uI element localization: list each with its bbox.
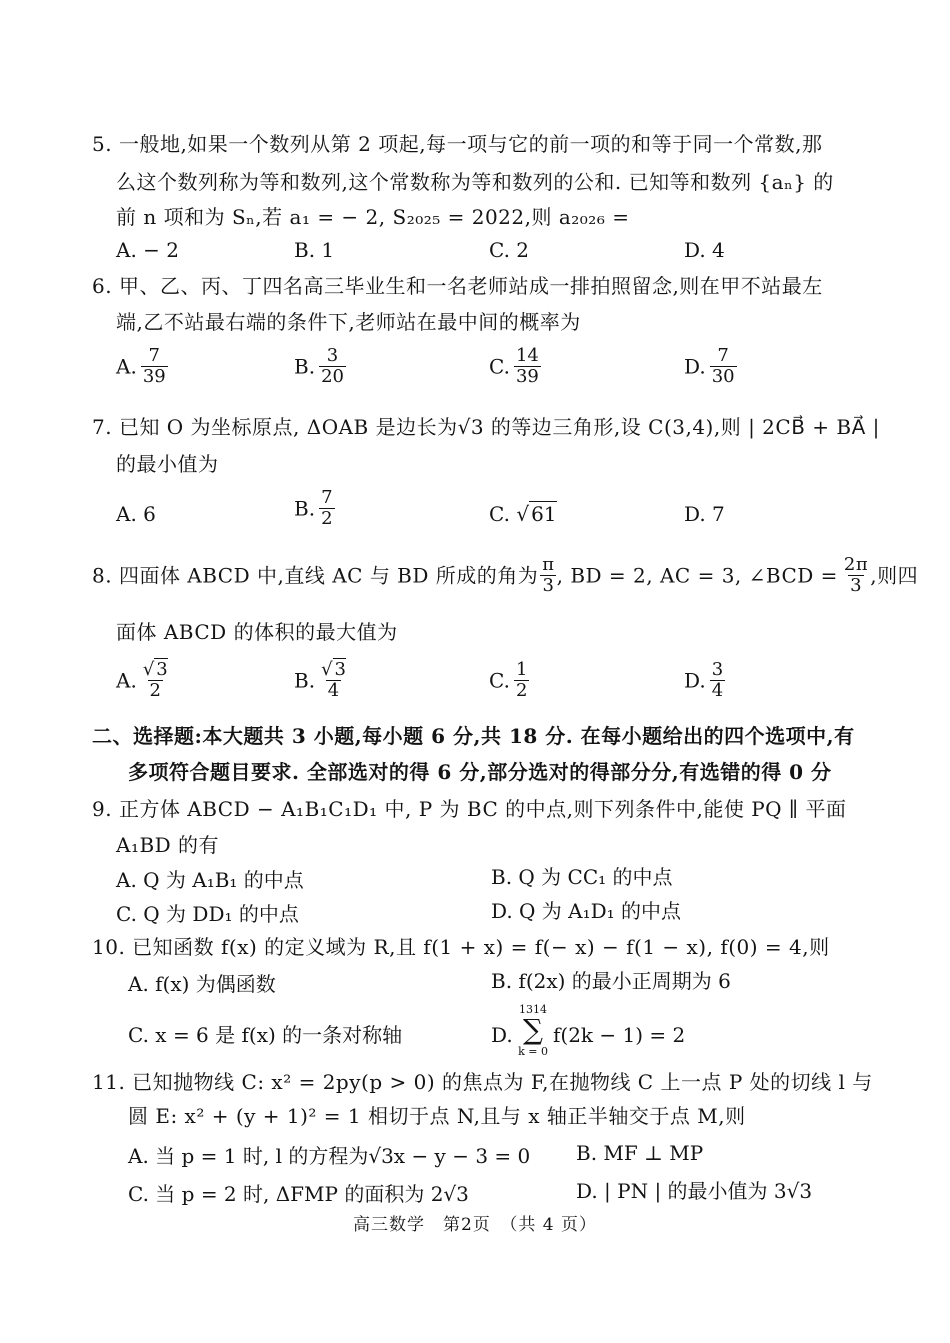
exam-page: 5. 一般地,如果一个数列从第 2 项起,每一项与它的前一项的和等于同一个常数,那 么这个数列称为等和数列,这个常数称为等和数列的公和. 已知等和数列 {aₙ} 的 前 n 项和为 Sₙ,若 a₁ = − 2, S₂₀₂₅ = 2022,则 a₂₀₂₆ = A. − 2 B. 1 C. 2 D. 4 6. 甲、乙、丙、丁四名高三毕业生和一名老师站成一排拍照留念,则在甲不站最左 端,乙不站最右端的条件下,老师站在最中间的概率为 A. $\frac{7}{39}$ B. $\frac{3}{20}$ C. $\frac{14}{39}$ D. $\frac{7}{30}$ 7. 已知 O 为坐标原点, ΔOAB 是边长为√3 的等边三角形,设 C(3,4),则 | 2CB⃗ + BA⃗ | 的最小值为 A. 6 B. $\frac{7}{2}$ C. √ 61 D. 7 8. 四面体 ABCD 中,直线 AC 与 BD 所成的角为 $\frac{\pi}{3}$ , BD = 2, AC = 3, ∠BCD = $\frac{2\pi}{3}$ ,则四 面体 ABCD 的体积的最大值为 A. $\frac{√ 3}{2}$ B. $\frac{√ 3}{4}$ C. $\frac{1}{2}$ D. $\frac{3}{4}$ 二、选择题:本大题共 3 小题,每小题 6 分,共 18 分. 在每小题给出的四个选项中,有 多项符合题目要求. 全部选对的得 6 分,部分选对的得部分分,有选错的得 0 分 9. 正方体 ABCD − A₁B₁C₁D₁ 中, P 为 BC 的中点,则下列条件中,能使 PQ ∥ 平面 A₁BD 的有 A. Q 为 A₁B₁ 的中点 B. Q 为 CC₁ 的中点 C. Q 为 DD₁ 的中点 D. Q 为 A₁D₁ 的中点 10. 已知函数 f(x) 的定义域为 R,且 f(1 + x) = f(− x) − f(1 − x), f(0) = 4,则 A. f(x) 为偶函数 B. f(2x) 的最小正周期为 6 C. x = 6 是 f(x) 的一条对称轴 D. 1314 ∑ k = 0 f(2k − 1) = 2 11. 已知抛物线 C: x² = 2py(p > 0) 的焦点为 F,在抛物线 C 上一点 P 处的切线 l 与 圆 E: x² + (y + 1)² = 1 相切于点 N,且与 x 轴正半轴交于点 M,则 A. 当 p = 1 时, l 的方程为√3x − y − 3 = 0 B. MF ⊥ MP C. 当 p = 2 时, ΔFMP 的面积为 2√3 D. | PN | 的最小值为 3√3 高三数学 第2页 （共 4 页） [0, 0, 950, 1343]
q5-line2: 么这个数列称为等和数列,这个常数称为等和数列的公和. 已知等和数列 {aₙ} 的 [116, 170, 834, 194]
page-footer: 高三数学 第2页 （共 4 页） [353, 1215, 597, 1235]
section2-line2: 多项符合题目要求. 全部选对的得 6 分,部分选对的得部分分,有选错的得 0 分 [128, 760, 832, 784]
q7-line1: 7. 已知 O 为坐标原点, ΔOAB 是边长为√3 的等边三角形,设 C(3,4),则 | 2CB⃗ + BA⃗ | [92, 415, 880, 439]
q8-option-a: A. $\frac{√ 3}{2}$ [116, 659, 168, 701]
sum-upper-limit: 1314 [519, 1003, 547, 1016]
sigma-icon: ∑ [523, 1013, 543, 1046]
q5-line1: 5. 一般地,如果一个数列从第 2 项起,每一项与它的前一项的和等于同一个常数,那 [92, 132, 823, 156]
sum-lower-limit: k = 0 [518, 1045, 548, 1058]
q9-option-c: C. Q 为 DD₁ 的中点 [116, 902, 299, 926]
q7-option-c: C. √ 61 [489, 502, 557, 526]
q8-option-b: B. $\frac{√ 3}{4}$ [294, 659, 346, 701]
q6-option-c: C. $\frac{14}{39}$ [489, 345, 539, 387]
q5-option-a: A. − 2 [116, 238, 179, 262]
q6-option-a: A. $\frac{7}{39}$ [116, 345, 166, 387]
q6-line2: 端,乙不站最右端的条件下,老师站在最中间的概率为 [116, 310, 581, 334]
q7-option-a: A. 6 [116, 502, 156, 526]
q11-option-c: C. 当 p = 2 时, ΔFMP 的面积为 2√3 [128, 1182, 469, 1206]
q6-line1: 6. 甲、乙、丙、丁四名高三毕业生和一名老师站成一排拍照留念,则在甲不站最左 [92, 274, 823, 298]
q8-line2: 面体 ABCD 的体积的最大值为 [116, 620, 398, 644]
q9-option-a: A. Q 为 A₁B₁ 的中点 [116, 868, 304, 892]
q9-option-b: B. Q 为 CC₁ 的中点 [491, 865, 673, 889]
q7-option-d: D. 7 [684, 502, 725, 526]
q8-option-c: C. $\frac{1}{2}$ [489, 659, 528, 701]
q11-line2: 圆 E: x² + (y + 1)² = 1 相切于点 N,且与 x 轴正半轴交于点 M,则 [128, 1104, 746, 1128]
q8-option-d: D. $\frac{3}{4}$ [684, 659, 724, 701]
q7-line2: 的最小值为 [116, 452, 219, 476]
q7-option-b: B. $\frac{7}{2}$ [294, 487, 333, 529]
q6-option-b: B. $\frac{3}{20}$ [294, 345, 344, 387]
q5-option-b: B. 1 [294, 238, 335, 262]
q6-option-d: D. $\frac{7}{30}$ [684, 345, 735, 387]
q11-line1: 11. 已知抛物线 C: x² = 2py(p > 0) 的焦点为 F,在抛物线 C 上一点 P 处的切线 l 与 [92, 1070, 873, 1094]
q5-line3: 前 n 项和为 Sₙ,若 a₁ = − 2, S₂₀₂₅ = 2022,则 a₂₀₂₆ = [116, 205, 630, 229]
q11-option-d: D. | PN | 的最小值为 3√3 [576, 1179, 813, 1203]
section2-line1: 二、选择题:本大题共 3 小题,每小题 6 分,共 18 分. 在每小题给出的四个选项中,有 [92, 724, 855, 748]
q11-option-b: B. MF ⊥ MP [576, 1141, 704, 1165]
q5-option-d: D. 4 [684, 238, 725, 262]
q9-line1: 9. 正方体 ABCD − A₁B₁C₁D₁ 中, P 为 BC 的中点,则下列条件中,能使 PQ ∥ 平面 [92, 797, 847, 821]
q8-line1: 8. 四面体 ABCD 中,直线 AC 与 BD 所成的角为 $\frac{\pi}{3}$ , BD = 2, AC = 3, ∠BCD = $\frac{2\pi}{3}$ ,则四 [92, 554, 919, 596]
q9-option-d: D. Q 为 A₁D₁ 的中点 [491, 899, 682, 923]
q10-option-c: C. x = 6 是 f(x) 的一条对称轴 [128, 1023, 403, 1047]
q10-option-b: B. f(2x) 的最小正周期为 6 [491, 969, 731, 993]
q10-option-a: A. f(x) 为偶函数 [128, 972, 276, 996]
q11-option-a: A. 当 p = 1 时, l 的方程为√3x − y − 3 = 0 [128, 1144, 531, 1168]
q5-option-c: C. 2 [489, 238, 530, 262]
q9-line2: A₁BD 的有 [116, 833, 220, 857]
q10-line1: 10. 已知函数 f(x) 的定义域为 R,且 f(1 + x) = f(− x) − f(1 − x), f(0) = 4,则 [92, 935, 830, 959]
